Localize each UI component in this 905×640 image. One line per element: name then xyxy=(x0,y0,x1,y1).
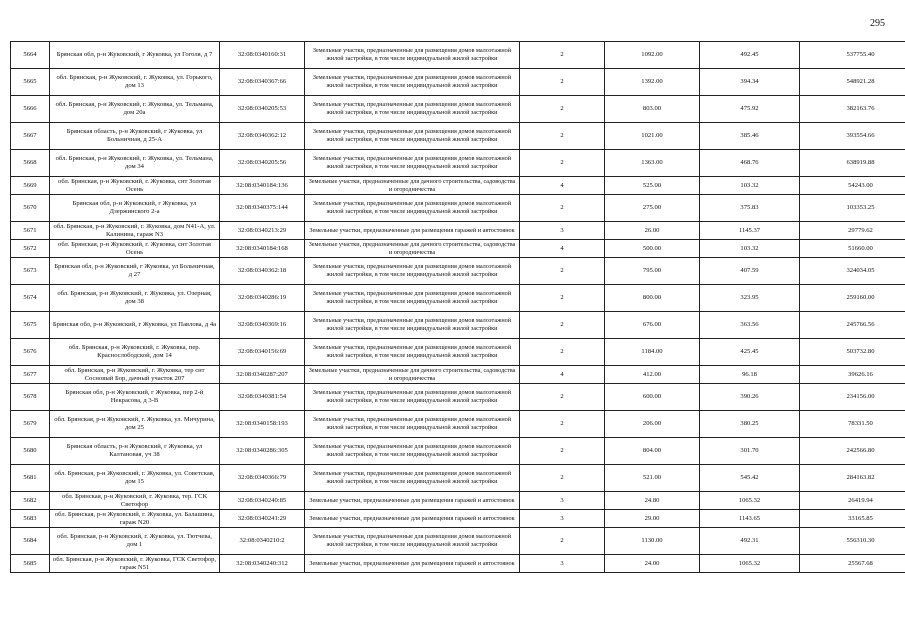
table-row xyxy=(11,384,905,411)
group-cell: 2 xyxy=(520,96,605,123)
area-cell: 1392.00 xyxy=(605,69,700,96)
cadastral-value-table xyxy=(10,41,905,573)
area-cell: 24.00 xyxy=(605,555,700,573)
cadastral-number-cell: 32:08:0340184:136 xyxy=(220,177,305,195)
specific-value-cell: 468.76 xyxy=(700,150,800,177)
table-row xyxy=(11,240,905,258)
row-number: 5670 xyxy=(11,195,50,222)
address-cell: обл. Брянская, р-н Жуковский, г. Жуковка, ул. Озерная, дом 38 xyxy=(50,285,220,312)
land-use-cell: Земельные участки, предназначенные для размещения домов малоэтажной жилой застройки, в том числе индивидуальной жилой застройки xyxy=(305,384,520,411)
area-cell: 1130.00 xyxy=(605,528,700,555)
cadastral-value-cell: 548921.28 xyxy=(800,69,905,96)
land-use-cell: Земельные участки, предназначенные для размещения домов малоэтажной жилой застройки, в том числе индивидуальной жилой застройки xyxy=(305,96,520,123)
row-number: 5676 xyxy=(11,339,50,366)
cadastral-number-cell: 32:08:0340158:193 xyxy=(220,411,305,438)
area-cell: 206.00 xyxy=(605,411,700,438)
address-cell: обл. Брянская, р-н Жуковский, г. Жуковка, ул. Тельмана, дом 34 xyxy=(50,150,220,177)
address-cell: обл. Брянская, р-н Жуковский, г. Жуковка, снт Золотая Осень xyxy=(50,240,220,258)
address-cell: обл. Брянская, р-н Жуковский, г. Жуковка, снт Золотая Осень xyxy=(50,177,220,195)
address-cell: обл. Брянская, р-н Жуковский, г. Жуковка, ГСК Светофор, гараж N51 xyxy=(50,555,220,573)
table-row xyxy=(11,510,905,528)
cadastral-number-cell: 32:08:0340213:29 xyxy=(220,222,305,240)
cadastral-value-cell: 242566.80 xyxy=(800,438,905,465)
cadastral-number-cell: 32:08:0340240:85 xyxy=(220,492,305,510)
table-row xyxy=(11,411,905,438)
cadastral-value-cell: 33165.85 xyxy=(800,510,905,528)
cadastral-value-cell: 503732.80 xyxy=(800,339,905,366)
cadastral-number-cell: 32:08:0340375:144 xyxy=(220,195,305,222)
group-cell: 2 xyxy=(520,528,605,555)
area-cell: 800.00 xyxy=(605,285,700,312)
area-cell: 525.00 xyxy=(605,177,700,195)
row-number: 5677 xyxy=(11,366,50,384)
land-use-cell: Земельные участки, предназначенные для размещения домов малоэтажной жилой застройки, в том числе индивидуальной жилой застройки xyxy=(305,195,520,222)
land-use-cell: Земельные участки, предназначенные для размещения домов малоэтажной жилой застройки, в том числе индивидуальной жилой застройки xyxy=(305,528,520,555)
table-row xyxy=(11,195,905,222)
group-cell: 2 xyxy=(520,69,605,96)
group-cell: 2 xyxy=(520,465,605,492)
row-number: 5679 xyxy=(11,411,50,438)
area-cell: 600.00 xyxy=(605,384,700,411)
page-number: 295 xyxy=(870,18,885,29)
row-number: 5685 xyxy=(11,555,50,573)
row-number: 5675 xyxy=(11,312,50,339)
land-use-cell: Земельные участки, предназначенные для размещения гаражей и автостоянок xyxy=(305,492,520,510)
area-cell: 500.00 xyxy=(605,240,700,258)
specific-value-cell: 103.32 xyxy=(700,177,800,195)
row-number: 5671 xyxy=(11,222,50,240)
address-cell: Брянская обл, р-н Жуковский, г Жуковка, ул Павлова, д 4а xyxy=(50,312,220,339)
specific-value-cell: 475.92 xyxy=(700,96,800,123)
row-number: 5668 xyxy=(11,150,50,177)
cadastral-value-cell: 382163.76 xyxy=(800,96,905,123)
specific-value-cell: 492.31 xyxy=(700,528,800,555)
table-row xyxy=(11,177,905,195)
specific-value-cell: 301.70 xyxy=(700,438,800,465)
group-cell: 3 xyxy=(520,492,605,510)
cadastral-value-cell: 259160.00 xyxy=(800,285,905,312)
area-cell: 521.00 xyxy=(605,465,700,492)
group-cell: 2 xyxy=(520,195,605,222)
address-cell: обл. Брянская, р-н Жуковский, г. Жуковка, тер. ГСК Светофор xyxy=(50,492,220,510)
row-number: 5672 xyxy=(11,240,50,258)
specific-value-cell: 425.45 xyxy=(700,339,800,366)
cadastral-number-cell: 32:08:0340286:305 xyxy=(220,438,305,465)
table-row xyxy=(11,285,905,312)
address-cell: Брянская обл, р-н Жуковский, г Жуковка, ул Дзержинского 2-а xyxy=(50,195,220,222)
row-number: 5667 xyxy=(11,123,50,150)
specific-value-cell: 390.26 xyxy=(700,384,800,411)
table-row xyxy=(11,555,905,573)
table-row xyxy=(11,42,905,69)
table-row xyxy=(11,366,905,384)
area-cell: 26.00 xyxy=(605,222,700,240)
row-number: 5678 xyxy=(11,384,50,411)
table-row xyxy=(11,69,905,96)
group-cell: 4 xyxy=(520,177,605,195)
table-row xyxy=(11,312,905,339)
group-cell: 2 xyxy=(520,123,605,150)
table-row xyxy=(11,222,905,240)
area-cell: 29.00 xyxy=(605,510,700,528)
specific-value-cell: 407.59 xyxy=(700,258,800,285)
cadastral-number-cell: 32:08:0340381:54 xyxy=(220,384,305,411)
row-number: 5681 xyxy=(11,465,50,492)
group-cell: 3 xyxy=(520,222,605,240)
land-use-cell: Земельные участки, предназначенные для размещения домов малоэтажной жилой застройки, в том числе индивидуальной жилой застройки xyxy=(305,312,520,339)
row-number: 5680 xyxy=(11,438,50,465)
address-cell: обл. Брянская, р-н Жуковский, г. Жуковка, дом N41-А, ул. Калинина, гараж N3 xyxy=(50,222,220,240)
area-cell: 1184.00 xyxy=(605,339,700,366)
cadastral-number-cell: 32:08:0340160:31 xyxy=(220,42,305,69)
specific-value-cell: 1143.65 xyxy=(700,510,800,528)
group-cell: 4 xyxy=(520,366,605,384)
cadastral-value-cell: 245766.56 xyxy=(800,312,905,339)
cadastral-value-cell: 234156.00 xyxy=(800,384,905,411)
land-use-cell: Земельные участки, предназначенные для размещения домов малоэтажной жилой застройки, в том числе индивидуальной жилой застройки xyxy=(305,438,520,465)
group-cell: 2 xyxy=(520,438,605,465)
address-cell: обл. Брянская, р-н Жуковский, г. Жуковка, ул. Тельмана, дом 20а xyxy=(50,96,220,123)
table-row xyxy=(11,123,905,150)
specific-value-cell: 96.18 xyxy=(700,366,800,384)
address-cell: обл. Брянская, р-н Жуковский, г. Жуковка, ул. Горького, дом 13 xyxy=(50,69,220,96)
table-row xyxy=(11,492,905,510)
cadastral-value-cell: 638919.88 xyxy=(800,150,905,177)
specific-value-cell: 103.32 xyxy=(700,240,800,258)
specific-value-cell: 545.42 xyxy=(700,465,800,492)
row-number: 5669 xyxy=(11,177,50,195)
land-use-cell: Земельные участки, предназначенные для размещения домов малоэтажной жилой застройки, в том числе индивидуальной жилой застройки xyxy=(305,411,520,438)
land-use-cell: Земельные участки, предназначенные для размещения гаражей и автостоянок xyxy=(305,222,520,240)
area-cell: 803.00 xyxy=(605,96,700,123)
cadastral-number-cell: 32:08:0340369:16 xyxy=(220,312,305,339)
cadastral-number-cell: 32:08:0340286:19 xyxy=(220,285,305,312)
cadastral-value-cell: 26419.94 xyxy=(800,492,905,510)
area-cell: 275.00 xyxy=(605,195,700,222)
group-cell: 2 xyxy=(520,384,605,411)
area-cell: 804.00 xyxy=(605,438,700,465)
group-cell: 2 xyxy=(520,411,605,438)
cadastral-value-cell: 51660.00 xyxy=(800,240,905,258)
cadastral-number-cell: 32:08:0340184:168 xyxy=(220,240,305,258)
table-row xyxy=(11,339,905,366)
cadastral-number-cell: 32:08:0340240:312 xyxy=(220,555,305,573)
group-cell: 2 xyxy=(520,339,605,366)
table-row xyxy=(11,465,905,492)
cadastral-value-cell: 29779.62 xyxy=(800,222,905,240)
table-row xyxy=(11,258,905,285)
area-cell: 412.00 xyxy=(605,366,700,384)
cadastral-value-cell: 54243.00 xyxy=(800,177,905,195)
row-number: 5673 xyxy=(11,258,50,285)
land-use-cell: Земельные участки, предназначенные для дачного строительства, садоводства и огородничества xyxy=(305,240,520,258)
address-cell: Брянская область, р-н Жуковский, г Жуковка, ул Калтановая, уч 38 xyxy=(50,438,220,465)
table-row xyxy=(11,150,905,177)
cadastral-number-cell: 32:08:0340362:12 xyxy=(220,123,305,150)
cadastral-value-cell: 393554.66 xyxy=(800,123,905,150)
group-cell: 2 xyxy=(520,42,605,69)
address-cell: обл. Брянская, р-н Жуковский, г. Жуковка, ул. Тютчева, дом 1 xyxy=(50,528,220,555)
cadastral-value-cell: 556310.30 xyxy=(800,528,905,555)
cadastral-value-cell: 39626.16 xyxy=(800,366,905,384)
group-cell: 2 xyxy=(520,150,605,177)
address-cell: обл. Брянская, р-н Жуковский, г. Жуковка, ул. Балашина, гараж N20 xyxy=(50,510,220,528)
area-cell: 1021.00 xyxy=(605,123,700,150)
row-number: 5666 xyxy=(11,96,50,123)
specific-value-cell: 1145.37 xyxy=(700,222,800,240)
specific-value-cell: 363.56 xyxy=(700,312,800,339)
land-use-cell: Земельные участки, предназначенные для размещения гаражей и автостоянок xyxy=(305,555,520,573)
area-cell: 24.80 xyxy=(605,492,700,510)
specific-value-cell: 1065.32 xyxy=(700,555,800,573)
land-use-cell: Земельные участки, предназначенные для размещения домов малоэтажной жилой застройки, в том числе индивидуальной жилой застройки xyxy=(305,123,520,150)
area-cell: 1092.00 xyxy=(605,42,700,69)
group-cell: 2 xyxy=(520,285,605,312)
address-cell: обл. Брянская, р-н Жуковский, г. Жуковка, ул. Советская, дом 15 xyxy=(50,465,220,492)
land-use-cell: Земельные участки, предназначенные для размещения домов малоэтажной жилой застройки, в том числе индивидуальной жилой застройки xyxy=(305,42,520,69)
row-number: 5674 xyxy=(11,285,50,312)
table-body xyxy=(11,42,905,573)
cadastral-number-cell: 32:08:0340366:79 xyxy=(220,465,305,492)
address-cell: Брянская область, р-н Жуковский, г Жуковка, ул Больничная, д 25-А xyxy=(50,123,220,150)
land-use-cell: Земельные участки, предназначенные для размещения домов малоэтажной жилой застройки, в том числе индивидуальной жилой застройки xyxy=(305,150,520,177)
land-use-cell: Земельные участки, предназначенные для размещения домов малоэтажной жилой застройки, в том числе индивидуальной жилой застройки xyxy=(305,339,520,366)
address-cell: Брянская обл, р-н Жуковский, г Жуковка, пер 2-й Некрасова, д 3-В xyxy=(50,384,220,411)
specific-value-cell: 1065.32 xyxy=(700,492,800,510)
group-cell: 4 xyxy=(520,240,605,258)
row-number: 5664 xyxy=(11,42,50,69)
cadastral-number-cell: 32:08:0340205:56 xyxy=(220,150,305,177)
address-cell: обл. Брянская, р-н Жуковский, г. Жуковка, тер снт Сосновый Бор, дачный участок 207 xyxy=(50,366,220,384)
row-number: 5683 xyxy=(11,510,50,528)
cadastral-number-cell: 32:08:0340287:207 xyxy=(220,366,305,384)
specific-value-cell: 492.45 xyxy=(700,42,800,69)
cadastral-number-cell: 32:08:0340367:66 xyxy=(220,69,305,96)
group-cell: 3 xyxy=(520,510,605,528)
specific-value-cell: 323.95 xyxy=(700,285,800,312)
cadastral-number-cell: 32:08:0340156:69 xyxy=(220,339,305,366)
cadastral-value-cell: 284163.82 xyxy=(800,465,905,492)
group-cell: 3 xyxy=(520,555,605,573)
address-cell: обл. Брянская, р-н Жуковский, г. Жуковка, ул. Мичурина, дом 25 xyxy=(50,411,220,438)
cadastral-value-cell: 103353.25 xyxy=(800,195,905,222)
land-use-cell: Земельные участки, предназначенные для дачного строительства, садоводства и огородничества xyxy=(305,366,520,384)
address-cell: Брянская обл, р-н Жуковский, г Жуковка, ул Гоголя, д 7 xyxy=(50,42,220,69)
area-cell: 676.00 xyxy=(605,312,700,339)
land-use-cell: Земельные участки, предназначенные для размещения домов малоэтажной жилой застройки, в том числе индивидуальной жилой застройки xyxy=(305,465,520,492)
table-row xyxy=(11,96,905,123)
land-use-cell: Земельные участки, предназначенные для размещения гаражей и автостоянок xyxy=(305,510,520,528)
address-cell: Брянская обл, р-н Жуковский, г Жуковка, ул Больничная, д 27 xyxy=(50,258,220,285)
group-cell: 2 xyxy=(520,312,605,339)
land-use-cell: Земельные участки, предназначенные для размещения домов малоэтажной жилой застройки, в том числе индивидуальной жилой застройки xyxy=(305,285,520,312)
area-cell: 1363.00 xyxy=(605,150,700,177)
row-number: 5682 xyxy=(11,492,50,510)
cadastral-value-cell: 78331.50 xyxy=(800,411,905,438)
specific-value-cell: 385.46 xyxy=(700,123,800,150)
area-cell: 795.00 xyxy=(605,258,700,285)
cadastral-value-cell: 25567.68 xyxy=(800,555,905,573)
row-number: 5665 xyxy=(11,69,50,96)
specific-value-cell: 375.83 xyxy=(700,195,800,222)
land-use-cell: Земельные участки, предназначенные для дачного строительства, садоводства и огородничества xyxy=(305,177,520,195)
cadastral-value-cell: 324034.05 xyxy=(800,258,905,285)
specific-value-cell: 394.34 xyxy=(700,69,800,96)
cadastral-number-cell: 32:08:0340210:2 xyxy=(220,528,305,555)
group-cell: 2 xyxy=(520,258,605,285)
land-use-cell: Земельные участки, предназначенные для размещения домов малоэтажной жилой застройки, в том числе индивидуальной жилой застройки xyxy=(305,69,520,96)
land-use-cell: Земельные участки, предназначенные для размещения домов малоэтажной жилой застройки, в том числе индивидуальной жилой застройки xyxy=(305,258,520,285)
row-number: 5684 xyxy=(11,528,50,555)
cadastral-number-cell: 32:08:0340205:53 xyxy=(220,96,305,123)
cadastral-value-cell: 537755.40 xyxy=(800,42,905,69)
address-cell: обл. Брянская, р-н Жуковский, г. Жуковка, пер. Краснослободской, дом 14 xyxy=(50,339,220,366)
cadastral-number-cell: 32:08:0340362:18 xyxy=(220,258,305,285)
specific-value-cell: 380.25 xyxy=(700,411,800,438)
cadastral-number-cell: 32:08:0340241:29 xyxy=(220,510,305,528)
table-row xyxy=(11,528,905,555)
table-row xyxy=(11,438,905,465)
